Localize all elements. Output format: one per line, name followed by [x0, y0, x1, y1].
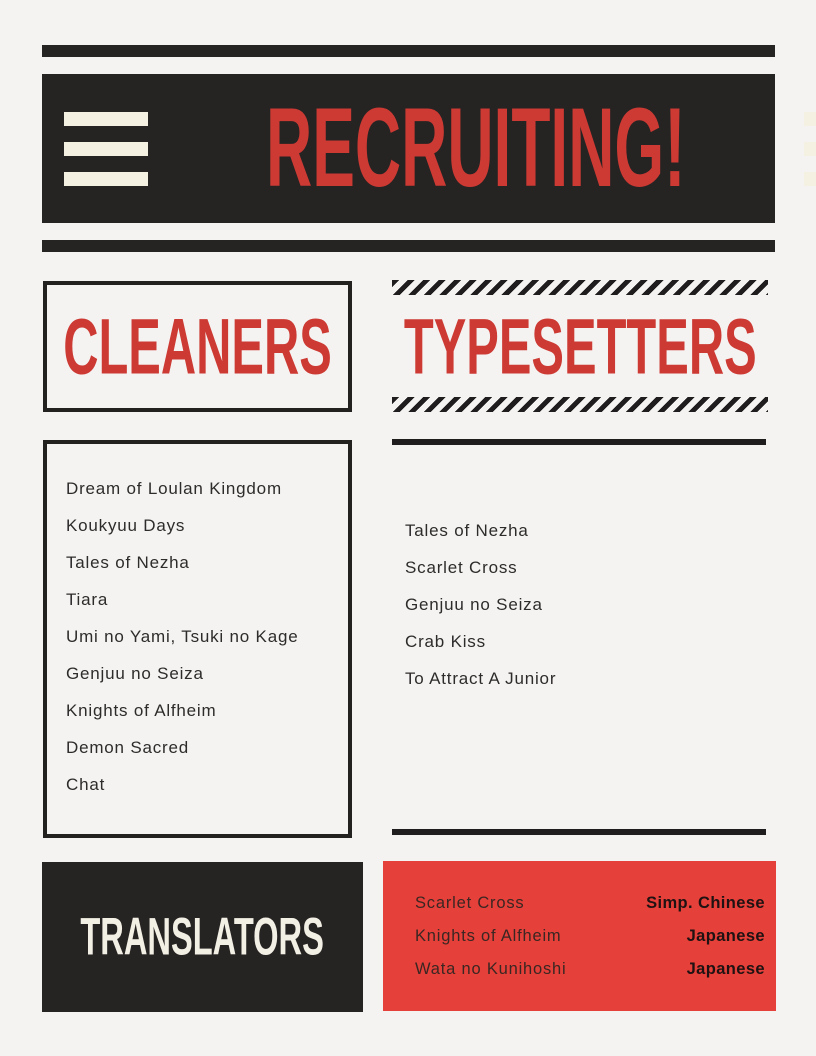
bar-stripe: [804, 172, 816, 186]
bar-stripe: [804, 142, 816, 156]
assignment-language: Japanese: [686, 926, 765, 945]
list-item: Tiara: [66, 590, 109, 609]
assignment-title: Scarlet Cross: [415, 893, 525, 912]
assignment-title: Knights of Alfheim: [415, 926, 562, 945]
typesetters-title-area: [392, 298, 768, 395]
typesetters-list-area: [392, 512, 768, 697]
top-divider-bar: [42, 45, 775, 57]
list-item: Tales of Nezha: [66, 553, 190, 572]
cleaners-list-box: [43, 440, 352, 838]
typesetters-section-title: TYPESETTERS: [403, 302, 757, 391]
header-bottom-divider-bar: [42, 240, 775, 252]
cleaners-title-box: [43, 281, 352, 412]
header-banner: [42, 74, 775, 223]
bar-stripe: [64, 112, 148, 126]
list-item: Genjuu no Seiza: [66, 664, 204, 683]
list-item: Koukyuu Days: [66, 516, 186, 535]
list-item: Knights of Alfheim: [66, 701, 217, 720]
translators-assignments-block: [383, 861, 776, 1011]
triple-bars-icon: [804, 112, 816, 186]
assignment-language: Simp. Chinese: [646, 893, 765, 912]
list-item: Dream of Loulan Kingdom: [66, 479, 282, 498]
assignment-language: Japanese: [686, 959, 765, 978]
typesetters-list: [405, 512, 768, 697]
translators-title-block: [42, 862, 363, 1012]
list-item: Chat: [66, 775, 106, 794]
cleaners-section-title: CLEANERS: [63, 302, 332, 391]
bar-stripe: [804, 112, 816, 126]
diagonal-stripes-bar-top: [392, 280, 768, 295]
assignment-row: [415, 894, 765, 913]
bar-stripe: [64, 142, 148, 156]
cleaners-list: [66, 470, 338, 803]
list-item: To Attract A Junior: [405, 669, 557, 688]
assignment-row: [415, 927, 765, 946]
list-item: Demon Sacred: [66, 738, 189, 757]
list-item: Tales of Nezha: [405, 521, 529, 540]
assignment-title: Wata no Kunihoshi: [415, 959, 567, 978]
bar-stripe: [64, 172, 148, 186]
list-item: Crab Kiss: [405, 632, 486, 651]
list-item: Genjuu no Seiza: [405, 595, 543, 614]
triple-bars-icon: [64, 112, 148, 186]
translators-section-title: TRANSLATORS: [80, 907, 325, 967]
list-item: Umi no Yami, Tsuki no Kage: [66, 627, 299, 646]
typesetters-top-rule: [392, 439, 766, 445]
page-title: RECRUITING!: [265, 85, 686, 211]
typesetters-bottom-rule: [392, 829, 766, 835]
list-item: Scarlet Cross: [405, 558, 518, 577]
assignment-row: [415, 960, 765, 979]
diagonal-stripes-bar-bottom: [392, 397, 768, 412]
